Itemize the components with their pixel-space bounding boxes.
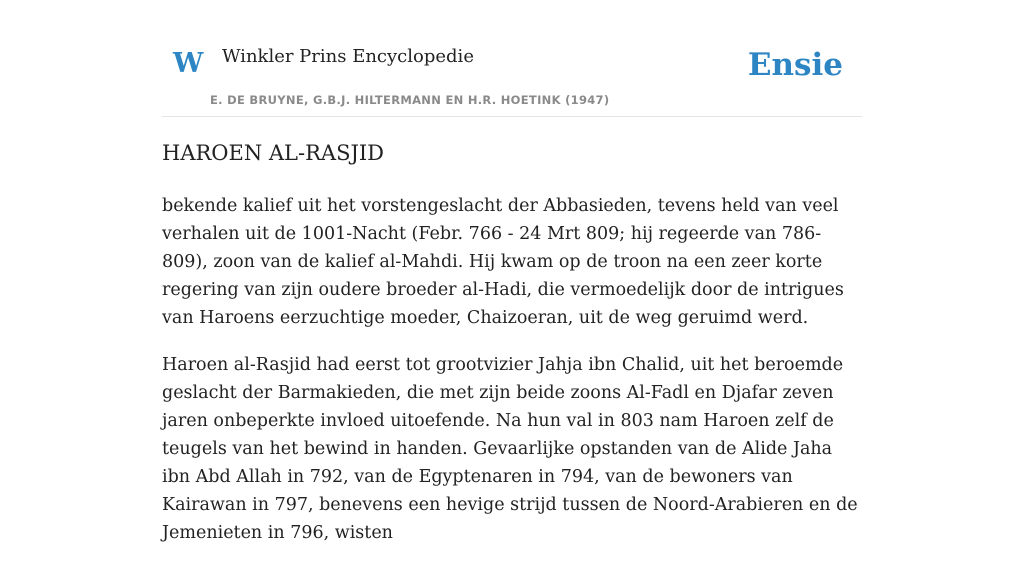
article-paragraph-1: bekende kalief uit het vorstengeslacht der Abbasieden, tevens held van veel verhalen uit de 1001-Nacht (Febr. 766 - 24 Mrt 809; hij regeerde van 786-809), zoon van de kalief al-Mahdi. Hij kwam op de troon na een zeer korte regering van zijn oudere broeder al-Hadi, die vermoedelijk door de intrigues van Haroens eerzuchtige moeder, Chaizoeran, uit de weg geruimd werd. bbox=[162, 196, 844, 328]
book-header bbox=[162, 0, 862, 117]
article-body bbox=[162, 192, 862, 566]
article-paragraph-2: Haroen al-Rasjid had eerst tot grootvizier Jahja ibn Chalid, uit het beroemde geslacht der Barmakieden, die met zijn beide zoons Al-Fadl en Djafar zeven jaren onbeperkte invloed uitoefende. Na hun val in 803 nam Haroen zelf de teugels van het bewind in handen. Gevaarlijke opstanden van de Alide Jaha ibn Abd Allah in 792, van de Egyptenaren in 794, van de bewoners van Kairawan in 797, benevens een hevige strijd tussen de Noord-Arabieren en de Jemenieten in 796, wisten bbox=[162, 355, 858, 543]
book-logo-link[interactable]: W bbox=[173, 48, 204, 79]
book-authors: E. DE BRUYNE, G.B.J. HILTERMANN EN H.R. HOETINK (1947) bbox=[210, 93, 610, 107]
book-title-link[interactable]: Winkler Prins Encyclopedie bbox=[222, 46, 474, 67]
ensie-brand-link[interactable]: Ensie bbox=[747, 47, 843, 83]
article-headword: HAROEN AL-RASJID bbox=[162, 141, 385, 165]
